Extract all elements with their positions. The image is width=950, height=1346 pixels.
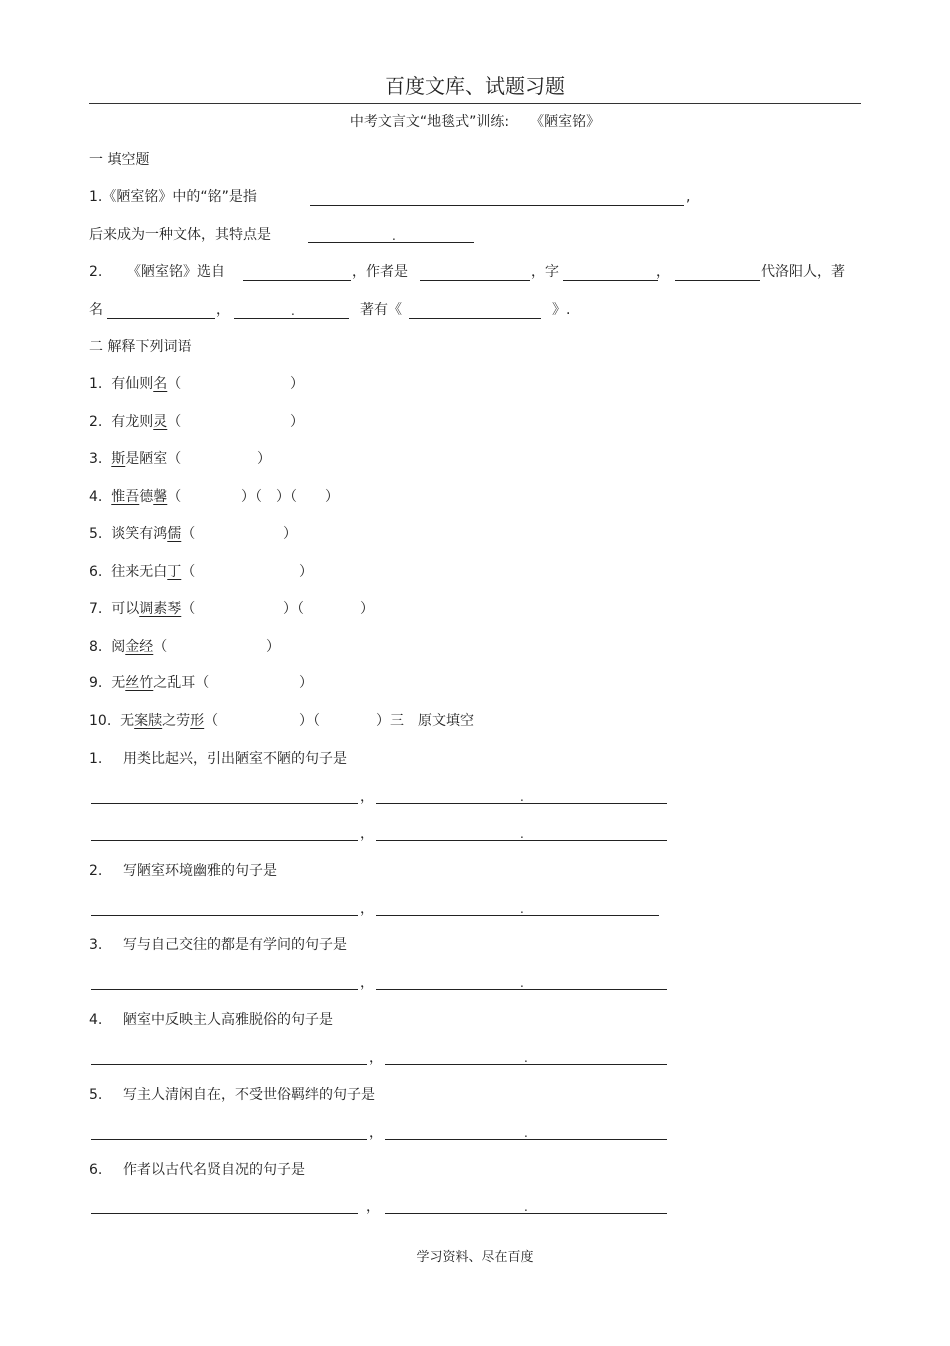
vocab-close: ） [290,414,304,430]
q2-ming: 名 [89,302,103,318]
page-footer: 学习资料、尽在百度 [416,1250,534,1265]
vocab-close: ）（ ）三 原文填空 [299,713,474,729]
q1-blank[interactable] [310,205,684,206]
vocab-item: 6. 往来无白丁（ [89,564,196,580]
vocab-item: 1. 有仙则名（ [89,376,182,392]
document-subtitle: 中考文言文“地毯式”训练: 《陋室铭》 [349,114,601,130]
vocab-close: ） [299,675,313,691]
answer-blank[interactable] [91,840,358,841]
vocab-item: 3. 斯是陋室（ [89,451,182,467]
q2-end: 》. [552,302,571,318]
answer-period: . [524,1126,528,1140]
vocab-item: 7. 可以调素琴（ [89,601,196,617]
answer-blank[interactable] [91,915,358,916]
answer-comma: ， [369,1125,383,1141]
answer-comma: ， [360,826,374,842]
recite-item-num: 3. [89,937,103,953]
answer-comma: ， [369,1050,383,1066]
vocab-item: 8. 阅金经（ [89,639,168,655]
answer-period: . [520,902,524,916]
header-rule [89,103,861,104]
vocab-close: ） [266,639,280,655]
recite-item-num: 6. [89,1162,103,1178]
recite-item-num: 4. [89,1012,103,1028]
answer-blank[interactable] [91,1213,358,1214]
recite-item-text: 写陋室环境幽雅的句子是 [123,863,277,879]
answer-comma: ， [360,789,374,805]
q1-text-line2: 后来成为一种文体，其特点是 [89,227,271,243]
answer-period: . [520,976,524,990]
answer-blank[interactable] [91,803,358,804]
vocab-close: ） [283,526,297,542]
q2-author-label: ，作者是 [352,264,408,280]
q2-author-blank[interactable] [420,280,530,281]
vocab-item: 9. 无丝竹之乱耳（ [89,675,210,691]
answer-comma: ， [360,975,374,991]
q1-feature-blank[interactable] [308,242,474,243]
q2-period: . [291,304,295,318]
answer-blank[interactable] [91,1139,367,1140]
recite-item-text: 作者以古代名贤自况的句子是 [123,1162,305,1178]
recite-item-text: 写与自己交往的都是有学问的句子是 [123,937,347,953]
vocab-item: 5. 谈笑有鸿儒（ [89,526,196,542]
recite-item-text: 陋室中反映主人高雅脱俗的句子是 [123,1012,333,1028]
answer-blank[interactable] [91,1064,367,1065]
q1-comma: , [686,189,691,205]
recite-item-num: 5. [89,1087,103,1103]
q2-comma: ， [656,264,670,280]
q2-zi-label: ，字 [531,264,559,280]
q2-comma2: ， [216,302,230,318]
page-title: 百度文库、试题习题 [385,74,565,98]
vocab-close: ）（ ） [283,601,374,617]
vocab-item: 10. 无案牍之劳形（ [89,713,219,729]
q2-works-blank[interactable] [409,318,541,319]
answer-period: . [520,827,524,841]
q2-luoyang: 代洛阳人，著 [761,264,845,280]
q2-zhu: 著有《 [360,302,402,318]
answer-period: . [524,1200,528,1214]
q2-dynasty-blank[interactable] [675,280,760,281]
vocab-item: 4. 惟吾德馨（ [89,489,182,505]
section1-heading: 一 填空题 [89,152,150,168]
q2-text: 《陋室铭》选自 [127,264,225,280]
recite-item-num: 1. [89,751,103,767]
q2-source-blank[interactable] [243,280,351,281]
vocab-item: 2. 有龙则灵（ [89,414,182,430]
recite-item-text: 用类比起兴，引出陋室不陋的句子是 [123,751,347,767]
answer-comma: ， [360,901,374,917]
q2-title-blank[interactable] [107,318,215,319]
answer-blank[interactable] [376,915,659,916]
answer-comma: ， [366,1199,380,1215]
recite-item-num: 2. [89,863,103,879]
q1-period: . [392,229,396,243]
vocab-close: ）（ ）（ ） [241,489,339,505]
q1-text: 1.《陋室铭》中的“铭”是指 [89,189,257,205]
section2-heading: 二 解释下列词语 [89,339,192,355]
answer-period: . [520,790,524,804]
answer-period: . [524,1051,528,1065]
q2-num: 2. [89,264,103,280]
recite-item-text: 写主人清闲自在，不受世俗羁绊的句子是 [123,1087,375,1103]
q2-zi-blank[interactable] [563,280,658,281]
vocab-close: ） [299,564,313,580]
vocab-close: ） [290,376,304,392]
vocab-close: ） [257,451,271,467]
answer-blank[interactable] [91,989,358,990]
